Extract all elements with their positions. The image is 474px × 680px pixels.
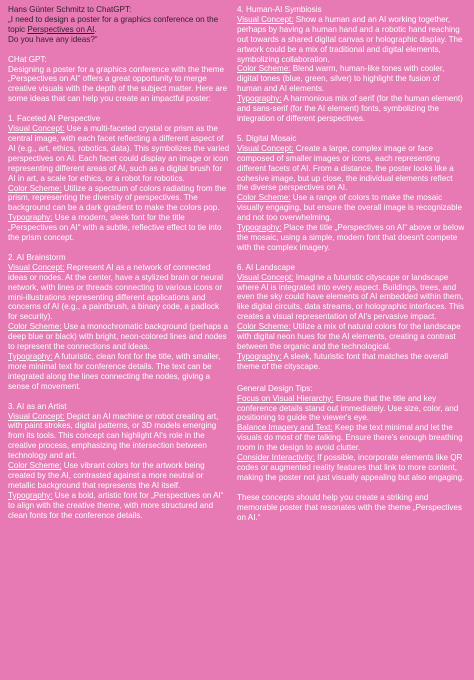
- tip-item: Consider Interactivity: If possible, incorporate elements like QR codes or augmented reality features that link to more content, making the poster not just visually appealing but also engaging.: [237, 453, 465, 482]
- concept-section: [237, 5, 465, 124]
- right-column: [237, 5, 465, 523]
- item-label: Color Scheme:: [8, 322, 62, 332]
- closing-text: These concepts should help you create a striking and memorable poster that resonates with the theme „Perspectives on AI.“: [237, 492, 462, 522]
- item-label: Typography:: [237, 351, 282, 361]
- concept-item: Typography: Use a modern, sleek font for the title „Perspectives on AI“ with a subtle, reflective effect to tie into the prism concept.: [8, 213, 222, 243]
- item-label: Consider Interactivity:: [237, 453, 315, 463]
- concept-item: Visual Concept: Imagine a futuristic cityscape or landscape where AI is integrated into every aspect. Buildings, trees, and even the sky could have elements of AI embedded within them, like digital circuits, data streams, or holographic interfaces. This creates a visual representation of AI's pervasive impact.: [237, 272, 465, 322]
- concept-item: Color Scheme: Use a range of colors to make the mosaic visually engaging, but ensure the overall image is recognizable and not too overwhelming.: [237, 193, 462, 223]
- item-label: Color Scheme:: [8, 461, 62, 471]
- left-column: [8, 5, 230, 521]
- reply-label: CHat GPT:: [8, 54, 47, 64]
- concept-item: Visual Concept: Show a human and an AI working together, perhaps by having a human hand and a robotic hand reaching out towards a shared digital canvas or holographic display. The artwork could be a mix of traditional and digital elements, symbolizing collaboration.: [237, 14, 463, 64]
- item-label: Visual Concept:: [237, 14, 294, 24]
- item-label: Balance Imagery and Text:: [237, 423, 333, 433]
- item-label: Color Scheme:: [237, 322, 291, 332]
- concept-section: [8, 253, 230, 392]
- item-label: Typography:: [8, 490, 53, 500]
- concept-section: [237, 134, 465, 253]
- concept-item: Color Scheme: Use vibrant colors for the artwork being created by the AI, contrasted against a more neutral or metallic background that represents the AI itself.: [8, 461, 205, 490]
- concept-item: Typography: A futuristic, clean font for the title, with smaller, more minimal text for conference details. The text can be integrated along the lines connecting the nodes, giving a sense of movement.: [8, 352, 221, 391]
- item-label: Color Scheme:: [237, 193, 291, 203]
- item-label: Visual Concept:: [8, 262, 65, 272]
- item-label: Color Scheme:: [237, 64, 291, 74]
- item-label: Typography:: [237, 223, 282, 233]
- item-label: Typography:: [8, 213, 53, 223]
- item-label: Visual Concept:: [8, 124, 65, 134]
- reply-intro: Designing a poster for a graphics conference with the theme „Perspectives on AI“ offers a great opportunity to merge creative visuals with the depth of the subject matter. Here are some ideas that can help you create an impactful poster:: [8, 64, 228, 104]
- item-label: Typography:: [237, 94, 282, 104]
- tip-item: Balance Imagery and Text: Keep the text minimal and let the visuals do most of the talking. Ensure there's enough breathing room in the design to avoid clutter.: [237, 423, 463, 453]
- item-label: Visual Concept:: [8, 411, 65, 421]
- concept-item: Typography: Place the title „Perspectives on AI“ above or below the mosaic, using a simple, modern font that doesn't compete with the complex imagery.: [237, 223, 465, 252]
- tip-item: Focus on Visual Hierarchy: Ensure that the title and key conference details stand out immediately. Use size, color, and positioning to guide the viewer's eye.: [237, 393, 459, 423]
- concept-section: [8, 114, 230, 243]
- concept-section: [237, 263, 465, 372]
- concept-title: 3. AI as an Artist: [8, 401, 67, 411]
- concept-item: Color Scheme: Utilize a spectrum of colors radiating from the prism, representing the diversity of perspectives. The background can be a dark gradient to make the colors pop.: [8, 183, 227, 213]
- concept-title: 1. Faceted AI Perspective: [8, 114, 101, 124]
- concept-title: 6. AI Landscape: [237, 262, 296, 272]
- topic-link[interactable]: Perspectives on AI: [27, 24, 95, 34]
- prompt-question: Do you have any ideas?“: [8, 34, 98, 44]
- concept-item: Color Scheme: Use a monochromatic background (perhaps a deep blue or black) with bright, neon-colored lines and nodes to represent the connections and ideas.: [8, 322, 228, 352]
- concept-title: 2. AI Brainstorm: [8, 252, 66, 262]
- concept-item: Typography: Use a bold, artistic font for „Perspectives on AI“ to align with the creative theme, with more structured and clean fonts for the conference details.: [8, 490, 224, 520]
- prompt-text: „I need to design a poster for a graphics conference on the topic Perspectives on AI.: [8, 14, 219, 34]
- concept-item: Color Scheme: Utilize a mix of natural colors for the landscape with digital neon hues for the AI elements, creating a contrast between the organic and the technological.: [237, 322, 461, 351]
- concept-title: 4. Human-AI Symbiosis: [237, 5, 322, 14]
- item-label: Visual Concept:: [237, 272, 294, 282]
- item-label: Focus on Visual Hierarchy:: [237, 393, 334, 403]
- concept-item: Typography: A harmonious mix of serif (for the human element) and sans-serif (for the AI element) fonts, symbolizing the integration of different perspectives.: [237, 94, 463, 123]
- user-prompt: [8, 5, 230, 45]
- concept-item: Visual Concept: Create a large, complex image or face composed of smaller images or icons, each representing different facets of AI. From a distance, the poster looks like a cohesive image, but up close, the individual elements reflect the diverse perspectives on AI.: [237, 143, 454, 193]
- item-label: Typography:: [8, 352, 53, 361]
- concept-section: [8, 402, 230, 521]
- concept-item: Visual Concept: Represent AI as a network of connected ideas or nodes. At the center, have a stylized brain or neural network, with lines or threads connecting to various icons or mini-illustrations representing different applications and concerns of AI (e.g., a paintbrush, a binary code, a padlock for security).: [8, 262, 224, 322]
- design-tips: [237, 384, 465, 483]
- concept-item: Typography: A sleek, futuristic font that matches the overall theme of the cityscape.: [237, 351, 449, 371]
- concept-item: Visual Concept: Use a multi-faceted crystal or prism as the central image, with each facet reflecting a different aspect of AI (e.g., art, ethics, robotics, data). This symbolizes the varied perspectives on AI. Each facet could display an image or icon representing different areas of AI, such as a digital brush for AI in art, a scale for ethics, or a robot for robotics.: [8, 124, 230, 183]
- item-label: Visual Concept:: [237, 143, 294, 153]
- concept-item: Color Scheme: Blend warm, human-like tones with cooler, digital tones (blue, green, silver) to highlight the fusion of human and AI elements.: [237, 64, 445, 94]
- item-label: Color Scheme:: [8, 183, 62, 193]
- prompt-author: Hans Günter Schmitz to ChatGPT:: [8, 5, 132, 14]
- concept-item: Visual Concept: Depict an AI machine or robot creating art, with paint strokes, digital patterns, or 3D models emerging from its tools. This concept can highlight AI's role in the creative process, emphasizing the intersection between technology and art.: [8, 411, 219, 461]
- tips-title: General Design Tips:: [237, 383, 313, 393]
- concept-title: 5. Digital Mosaic: [237, 133, 297, 143]
